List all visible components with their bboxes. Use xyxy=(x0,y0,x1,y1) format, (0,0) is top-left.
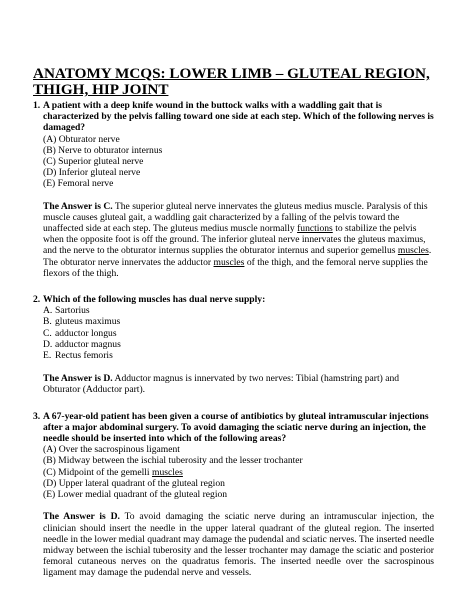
question-body xyxy=(43,100,434,279)
answer-lead: The Answer is C. xyxy=(43,200,113,212)
option-d: (D) Upper lateral quadrant of the gluteal region xyxy=(43,477,225,489)
answer-explanation xyxy=(43,511,434,578)
answer-text-part: The superior gluteal nerve innervates the gluteus medius muscle. Paralysis of this muscle causes gluteal gait, a waddling gait characterized by a falling of the pelvis toward the unaffected side at each step. The gluteus medius muscle normally xyxy=(43,200,428,235)
option-d: (D) Inferior gluteal nerve xyxy=(43,167,141,179)
option-text: Rectus femoris xyxy=(55,350,113,362)
option-list xyxy=(43,444,434,500)
option-b xyxy=(43,316,434,327)
option-a: (A) Obturator nerve xyxy=(43,133,120,145)
question-number: 3. xyxy=(33,410,41,422)
answer-explanation xyxy=(43,373,434,395)
option-d xyxy=(43,339,434,350)
option-text: adductor magnus xyxy=(55,338,121,350)
option-text: (C) Midpoint of the gemelli xyxy=(43,466,152,478)
option-letter: B. xyxy=(43,316,52,328)
document-title: ANATOMY MCQS: LOWER LIMB – GLUTEAL REGION, THIGH, HIP JOINT xyxy=(33,65,430,98)
underlined-word: muscles xyxy=(151,466,183,478)
option-list xyxy=(43,134,434,190)
question-body xyxy=(43,294,434,396)
option-letter: E. xyxy=(43,350,52,362)
option-e: (E) Lower medial quadrant of the gluteal region xyxy=(43,489,228,501)
option-b: (B) Midway between the ischial tuberosity and the lesser trochanter xyxy=(43,455,303,467)
option-a xyxy=(43,305,434,316)
question-text: Which of the following muscles has dual nerve supply: xyxy=(43,294,266,306)
answer-text-part: to stabilize the pelvis when the opposite foot is off the ground. The inferior gluteal nerve innervates the gluteus maximus, and the nerve to the obturator internus supplies the obturator internus and superior gemellus xyxy=(43,223,426,257)
option-a: (A) Over the sacrospinous ligament xyxy=(43,444,180,456)
question-text: A 67-year-old patient has been given a course of antibiotics by gluteal intramuscular injections after a major abdominal surgery. To avoid damaging the sciatic nerve during an injection, the needle should be inserted into which of the following areas? xyxy=(43,410,429,445)
option-b: (B) Nerve to obturator internus xyxy=(43,144,163,156)
option-text: adductor longus xyxy=(55,327,117,339)
question-2 xyxy=(33,294,434,396)
option-list xyxy=(43,305,434,361)
option-text: gluteus maximus xyxy=(55,316,121,328)
option-letter: A. xyxy=(43,305,53,317)
answer-text: To avoid damaging the sciatic nerve during an intramuscular injection, the clinician should insert the needle in the upper lateral quadrant of the gluteal region. The inserted needle in the lower medial quadrant may damage the pudendal and sciatic nerves. The inserted needle midway between the ischial tuberosity and the lesser trochanter may damage the sciatic and posterior femoral cutaneous nerves on the quadratus femoris. The inserted needle over the sacrospinous ligament may damage the pudendal nerve and vessels. xyxy=(43,511,434,579)
underlined-word: muscles xyxy=(397,245,429,257)
question-3 xyxy=(33,411,434,579)
answer-explanation xyxy=(43,201,434,279)
answer-lead: The Answer is D. xyxy=(43,373,113,385)
underlined-word: muscles xyxy=(213,256,245,268)
option-letter: D. xyxy=(43,338,53,350)
option-e: (E) Femoral nerve xyxy=(43,178,114,190)
answer-text-part: . The obturator nerve innervates the adductor xyxy=(43,245,432,268)
question-text: A patient with a deep knife wound in the buttock walks with a waddling gait that is characterized by the pelvis falling toward one side at each step. Which of the following nerves is damaged? xyxy=(43,100,434,134)
question-number: 2. xyxy=(33,294,41,306)
question-1 xyxy=(33,100,434,279)
underlined-word: functions xyxy=(297,223,333,235)
answer-text-part: of the thigh, and the femoral nerve supplies the flexors of the thigh. xyxy=(43,256,428,279)
question-body xyxy=(43,411,434,579)
option-c xyxy=(43,328,434,339)
question-number: 1. xyxy=(33,100,41,111)
option-letter: C. xyxy=(43,327,52,339)
option-text: Sartorius xyxy=(55,305,90,317)
option-c: (C) Superior gluteal nerve xyxy=(43,156,144,168)
answer-text: Adductor magnus is innervated by two nerves: Tibial (hamstring part) and Obturator (Adductor part). xyxy=(43,373,400,396)
option-e xyxy=(43,350,434,361)
option-c xyxy=(43,467,434,478)
answer-lead: The Answer is D. xyxy=(43,511,120,523)
